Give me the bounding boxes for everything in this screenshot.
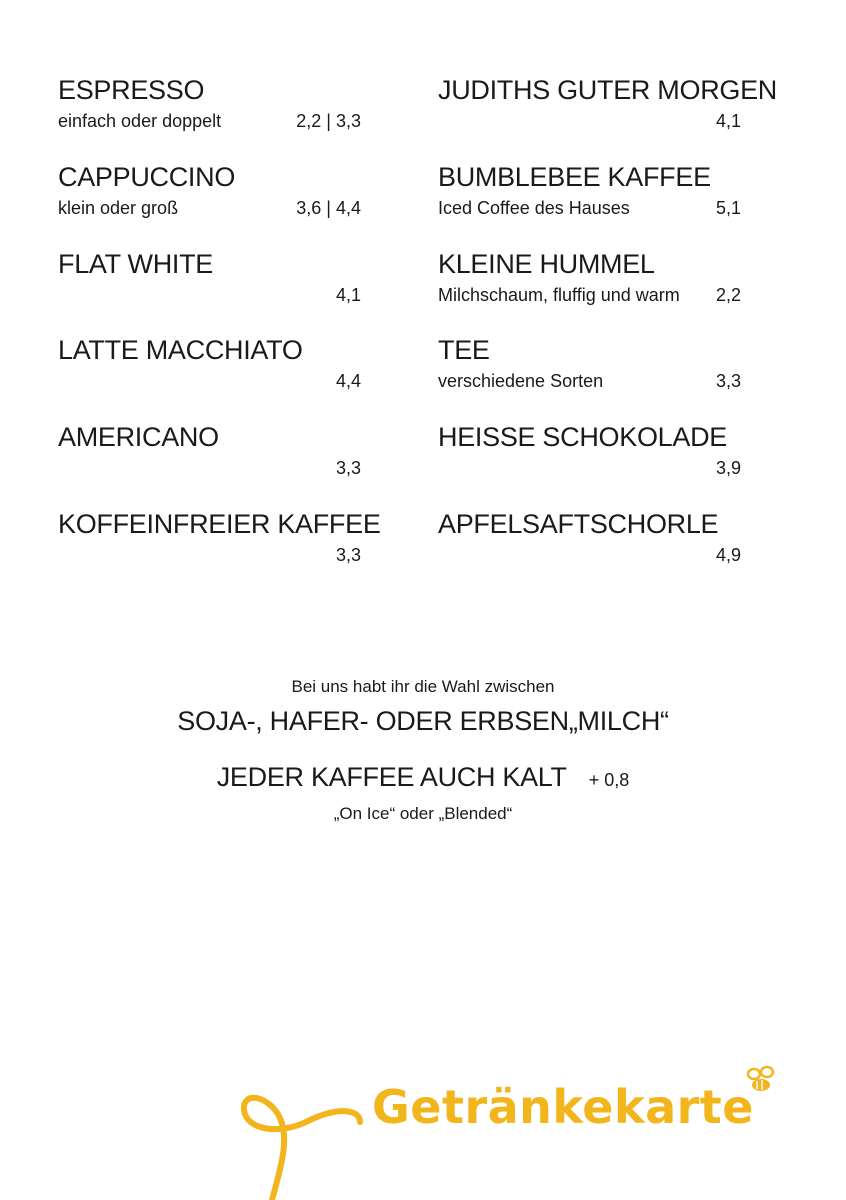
cold-coffee-heading: JEDER KAFFEE AUCH KALT — [216, 762, 567, 792]
menu-item-name: ESPRESSO — [58, 75, 205, 105]
menu-item — [438, 419, 741, 506]
menu-item-price: 3,3 — [715, 371, 741, 392]
menu-left-column — [58, 72, 381, 593]
milk-options-heading: SOJA-, HAFER- ODER ERBSEN„MILCH“ — [177, 706, 669, 736]
menu-item-price: 4,1 — [715, 111, 741, 131]
milk-intro-text: Bei uns habt ihr die Wahl zwischen — [291, 677, 555, 696]
menu-item-description: verschiedene Sorten — [438, 371, 604, 392]
menu-item-name: LATTE MACCHIATO — [58, 335, 303, 366]
menu-item — [58, 332, 361, 419]
menu-item-name: AMERICANO — [58, 422, 219, 453]
menu-item-description: Milchschaum, fluffig und warm — [438, 284, 680, 305]
menu-item-name: TEE — [438, 335, 490, 366]
menu-item — [58, 72, 361, 159]
cold-coffee-options: „On Ice“ oder „Blended“ — [333, 804, 513, 823]
menu-item — [58, 159, 361, 246]
menu-item-price: 5,1 — [715, 197, 741, 218]
menu-item-price: 2,2 | 3,3 — [296, 111, 361, 131]
menu-item — [438, 159, 741, 246]
cold-coffee-surcharge: + 0,8 — [588, 770, 630, 790]
menu-item — [438, 246, 741, 333]
menu-item-price: 3,3 — [335, 544, 361, 565]
menu-item — [438, 72, 778, 159]
menu-item-name: CAPPUCCINO — [58, 161, 236, 192]
menu-item-description: klein oder groß — [58, 197, 179, 218]
menu-item — [58, 246, 361, 333]
menu-item-description: einfach oder doppelt — [58, 111, 222, 131]
menu-item — [58, 506, 381, 593]
menu-item-price: 3,3 — [335, 458, 361, 479]
menu-item-name: BUMBLEBEE KAFFEE — [438, 161, 711, 192]
menu-item-name: KLEINE HUMMEL — [438, 248, 655, 279]
menu-title: Getränkekarte — [372, 1080, 754, 1134]
menu-item-price: 3,9 — [715, 458, 741, 479]
menu-item-price: 2,2 — [715, 284, 741, 305]
menu-item — [58, 419, 361, 506]
menu-item-price: 4,4 — [335, 371, 361, 392]
menu-item-name: FLAT WHITE — [58, 248, 214, 279]
menu-item-name: HEISSE SCHOKOLADE — [438, 422, 727, 453]
cold-coffee-line — [0, 762, 846, 793]
menu-item-price: 4,1 — [335, 284, 361, 305]
menu-item-price: 3,6 | 4,4 — [296, 197, 361, 218]
menu-right-column — [438, 72, 778, 593]
menu-item — [438, 506, 741, 593]
menu-item — [438, 332, 741, 419]
menu-item-name: KOFFEINFREIER KAFFEE — [58, 508, 381, 539]
menu-item-name: APFELSAFTSCHORLE — [438, 508, 719, 539]
menu-item-price: 4,9 — [715, 544, 741, 565]
menu-item-name: JUDITHS GUTER MORGEN — [438, 75, 778, 105]
menu-item-description: Iced Coffee des Hauses — [438, 197, 630, 218]
